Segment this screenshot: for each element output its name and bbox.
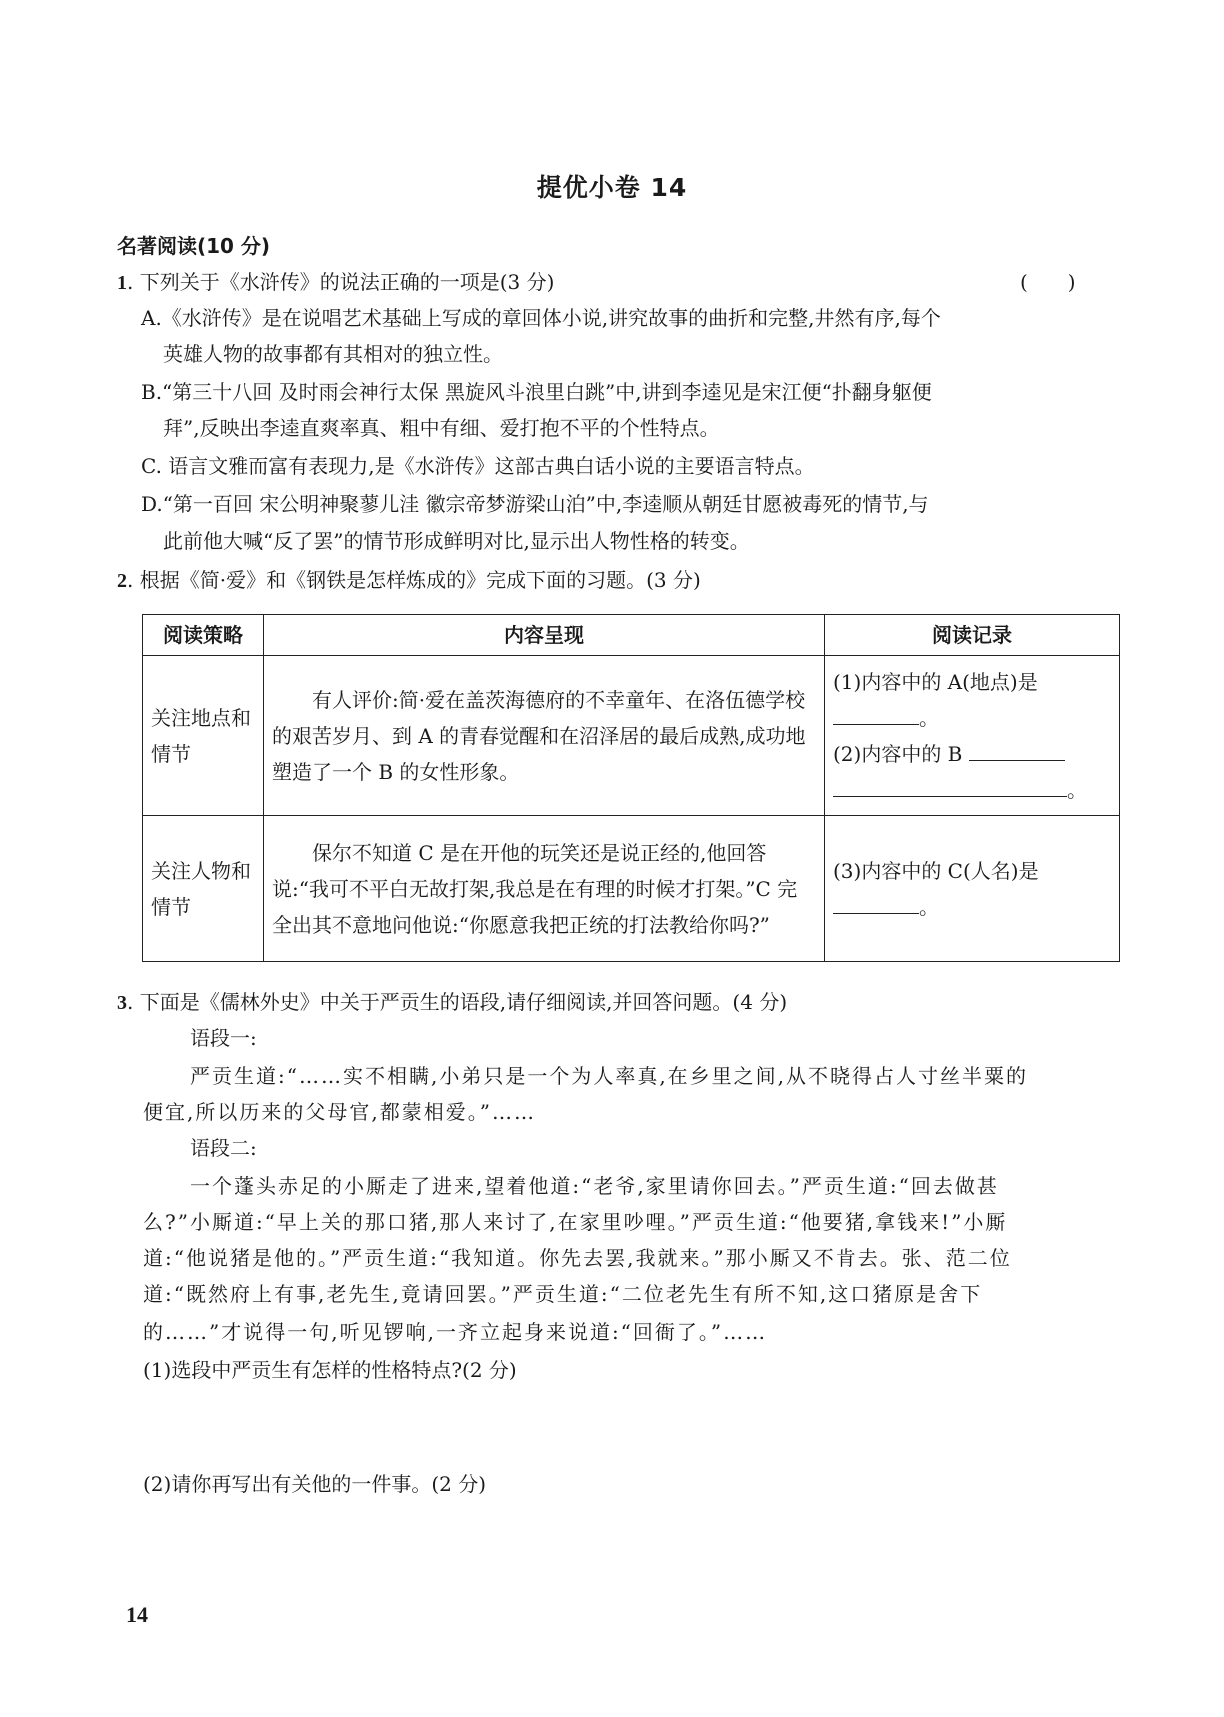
option-b-line-1: B.“第三十八回 及时雨会神行太保 黑旋风斗浪里白跳”中,讲到李逵见是宋江便“扑翻身躯便 xyxy=(141,380,932,404)
record-1-answer xyxy=(833,700,1111,736)
page-title: 提优小卷 14 xyxy=(536,173,688,202)
question-2-text: . 根据《简·爱》和《钢铁是怎样炼成的》完成下面的习题。(3 分) xyxy=(127,568,701,592)
option-a-line-1: A.《水浒传》是在说唱艺术基础上写成的章回体小说,讲究故事的曲折和完整,井然有序,每个 xyxy=(141,306,941,330)
row1-record xyxy=(825,656,1120,816)
question-3-text: . 下面是《儒林外史》中关于严贡生的语段,请仔细阅读,并回答问题。(4 分) xyxy=(127,990,788,1014)
option-d-line-2: 此前他大喊“反了罢”的情节形成鲜明对比,显示出人物性格的转变。 xyxy=(163,529,750,553)
option-a-line-2: 英雄人物的故事都有其相对的独立性。 xyxy=(163,342,503,366)
question-2-number: 2 xyxy=(117,570,127,592)
row1-content: 有人评价:简·爱在盖茨海德府的不幸童年、在洛伍德学校的艰苦岁月、到 A 的青春觉醒和在沼泽居的最后成熟,成功地塑造了一个 B 的女性形象。 xyxy=(264,656,825,816)
row2-record xyxy=(825,816,1120,962)
record-2-end: 。 xyxy=(1067,777,1087,802)
answer-blank-a[interactable] xyxy=(833,702,919,725)
record-2-text: (2)内容中的 B xyxy=(833,741,963,766)
table-header-row xyxy=(143,615,1120,656)
passage-1-line-1: 严贡生道:“……实不相瞒,小弟只是一个为人率真,在乡里之间,从不晓得占人寸丝半粟的 xyxy=(190,1064,1029,1088)
passage-2-line-3: 道:“他说猪是他的。”严贡生道:“我知道。你先去罢,我就来。”那小厮又不肯去。张、范二位 xyxy=(143,1246,1012,1270)
record-3-end: 。 xyxy=(919,894,939,919)
option-b-line-2: 拜”,反映出李逵直爽率真、粗中有细、爱打抱不平的个性特点。 xyxy=(163,416,720,440)
passage-2-line-1: 一个蓬头赤足的小厮走了进来,望着他道:“老爷,家里请你回去。”严贡生道:“回去做甚 xyxy=(190,1174,999,1198)
record-1-label: (1)内容中的 A(地点)是 xyxy=(833,669,1038,694)
option-c: C. 语言文雅而富有表现力,是《水浒传》这部古典白话小说的主要语言特点。 xyxy=(141,454,815,478)
row2-content: 保尔不知道 C 是在开他的玩笑还是说正经的,他回答说:“我可不平白无故打架,我总是在有理的时候才打架。”C 完全出其不意地问他说:“你愿意我把正统的打法教给你吗?” xyxy=(264,816,825,962)
record-3-answer xyxy=(833,889,1111,925)
header-strategy: 阅读策略 xyxy=(143,615,264,656)
question-3-stem xyxy=(117,988,787,1017)
passage-2-line-5: 的……”才说得一句,听见锣响,一齐立起身来说道:“回衙了。”…… xyxy=(143,1320,768,1344)
record-1-end: 。 xyxy=(919,705,939,730)
section-heading: 名著阅读(10 分) xyxy=(117,234,271,258)
sub-question-1: (1)选段中严贡生有怎样的性格特点?(2 分) xyxy=(143,1358,517,1382)
reading-table xyxy=(142,614,1120,962)
record-3-label: (3)内容中的 C(人名)是 xyxy=(833,858,1039,883)
header-content: 内容呈现 xyxy=(264,615,825,656)
passage-2-line-4: 道:“既然府上有事,老先生,竟请回罢。”严贡生道:“二位老先生有所不知,这口猪原是舍下 xyxy=(143,1282,983,1306)
passage-2-line-2: 么?”小厮道:“早上关的那口猪,那人来讨了,在家里吵哩。”严贡生道:“他要猪,拿钱来!”小厮 xyxy=(143,1210,1008,1234)
answer-bracket: ( ) xyxy=(1020,270,1076,294)
question-2-stem xyxy=(117,566,701,595)
header-record: 阅读记录 xyxy=(825,615,1120,656)
row1-strategy: 关注地点和情节 xyxy=(143,656,264,816)
table-row xyxy=(143,656,1120,816)
option-d-line-1: D.“第一百回 宋公明神聚蓼儿洼 徽宗帝梦游梁山泊”中,李逵顺从朝廷甘愿被毒死的情节,与 xyxy=(141,492,929,516)
passage-1-line-2: 便宜,所以历来的父母官,都蒙相爱。”…… xyxy=(143,1100,536,1124)
record-2-answer xyxy=(833,772,1111,808)
record-2-label xyxy=(833,736,1111,772)
question-1-text: . 下列关于《水浒传》的说法正确的一项是(3 分) xyxy=(127,270,555,294)
question-1-stem xyxy=(117,268,554,297)
answer-blank-b2[interactable] xyxy=(833,774,1067,797)
question-1-number: 1 xyxy=(117,272,127,294)
passage-1-label: 语段一: xyxy=(190,1026,257,1050)
table-row xyxy=(143,816,1120,962)
passage-2-label: 语段二: xyxy=(190,1136,257,1160)
question-3-number: 3 xyxy=(117,992,127,1014)
row2-strategy: 关注人物和情节 xyxy=(143,816,264,962)
answer-blank-b1[interactable] xyxy=(969,738,1065,761)
answer-blank-c[interactable] xyxy=(833,891,919,914)
sub-question-2: (2)请你再写出有关他的一件事。(2 分) xyxy=(143,1472,487,1496)
page-number: 14 xyxy=(126,1602,148,1627)
